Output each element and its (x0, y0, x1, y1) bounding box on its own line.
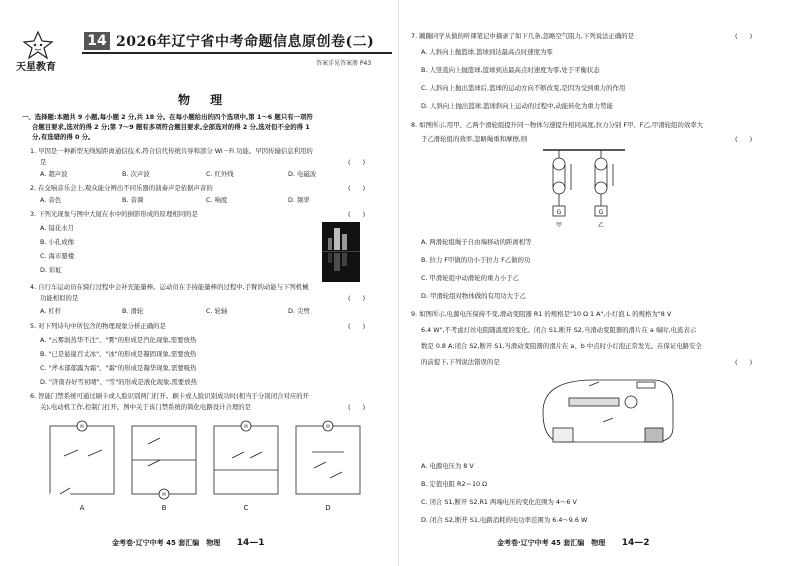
q1-option-c: C. 红外线 (206, 170, 234, 178)
footer-right (497, 538, 650, 548)
q1-stem: 1. 早因是一种新型无线短距离通信技术,符合信代传统共导和部分 Wi－Fi 功能。早因传输信息利用的 (30, 147, 313, 155)
q8-option-b: B. 拉力 F甲做的功小于拉力 F乙做的功 (421, 256, 531, 264)
q1-option-d: D. 电磁波 (288, 170, 317, 178)
q6-answer-blank[interactable]: ( ) (348, 403, 366, 411)
q5-option-c: C. "斧木郁郁露为霜"、"霜"的形成是凝华现象,需要吸热 (40, 364, 197, 372)
weight-g-jia: G (556, 209, 562, 216)
brand-name: 天星教育 (16, 62, 56, 73)
left-page (0, 0, 390, 566)
footer-left-text: 金考卷·辽宁中考 45 套汇编 物理 (112, 539, 221, 547)
label-yi: 乙 (597, 222, 605, 229)
q9-answer-blank[interactable]: ( ) (735, 358, 753, 366)
footer-left-page: 14—1 (236, 538, 265, 548)
q2-option-c: C. 响度 (206, 196, 228, 204)
q9-circuit-diagram (533, 372, 683, 450)
paper-number-badge: 14 (84, 32, 110, 50)
pulley-diagram (539, 148, 629, 230)
q4-stem: 4. 自行车运动员在骑行过程中会补充能量棒。运动员在手持能量棒的过程中,手臂的动能与下列机械 (30, 283, 309, 291)
q2-option-b: B. 音调 (122, 196, 144, 204)
q7-option-b: B. 人竖直向上抛篮球,篮球到达最高点时速度为零,处于平衡状态 (421, 66, 600, 74)
q7-option-a: A. 人斜向上抛篮球,篮球到达最高点时速度为零 (421, 48, 553, 56)
q6-circuit-options (44, 418, 374, 514)
section-instructions-2: 合题目要求,选对的得 2 分;第 7～9 题有多项符合题目要求,全部选对的得 2 分,选对但不全的得 1 (32, 123, 310, 131)
q3-option-c: C. 海市蜃楼 (40, 252, 75, 260)
q2-option-a: A. 音色 (40, 196, 62, 204)
q3-option-b: B. 小孔成像 (40, 238, 75, 246)
q3-option-a: A. 镜花水月 (40, 224, 74, 232)
section-instructions-1: 一、选择题:本题共 9 小题,每小题 2 分,共 18 分。在每小题给出的四个选项中,第 1～6 题只有一项符 (22, 113, 313, 121)
q2-answer-blank[interactable]: ( ) (348, 184, 366, 192)
q8-option-a: A. 两滑轮组绳子自由端移动的距离相等 (421, 238, 532, 246)
q7-stem: 7. 蹦蹦同学从做的听课笔记中摘录了如下几条,忽略空气阻力,下列说法正确的是 (411, 32, 635, 40)
q8-stem: 8. 如图所示,用甲、乙两个滑轮组提升同一物体匀速提升相同高度,拉力分别 F甲、F乙,甲滑轮组的效率大 (411, 121, 704, 129)
q9-option-d: D. 闭合 S2,断开 S1,电路消耗的电功率范围为 6.4～9.6 W (421, 516, 588, 524)
section-instructions-3: 分,有选错的得 0 分。 (32, 133, 95, 141)
q4-option-c: C. 轮轴 (206, 307, 228, 315)
q8-answer-blank[interactable]: ( ) (735, 135, 753, 143)
q7-answer-blank[interactable]: ( ) (735, 32, 753, 40)
q4-answer-blank[interactable]: ( ) (348, 294, 366, 302)
subject-title: 物 理 (178, 93, 231, 107)
header-rule (82, 52, 392, 54)
brand-logo (16, 30, 72, 73)
q9-stem-4: 的前提下,下列说法错误的是 (421, 358, 500, 366)
q9-option-c: C. 闭合 S1,断开 S2,R1 两端电压的变化范围为 4～6 V (421, 498, 577, 506)
q1-option-b: B. 次声波 (122, 170, 150, 178)
q2-option-d: D. 频率 (288, 196, 310, 204)
q6-stem: 6. 智能门禁系统可通过刷卡或人脸识别两门打开。刷卡或人脸识别成功时(相当于分别闭合对应的开 (30, 392, 310, 400)
q6-option-a: A (79, 504, 85, 512)
q3-option-d: D. 彩虹 (40, 266, 62, 274)
q1-option-a: A. 超声波 (40, 170, 68, 178)
weight-g-yi: G (598, 209, 604, 216)
q1-answer-blank[interactable]: ( ) (348, 158, 366, 166)
q7-option-c: C. 人斜向上抛出篮球后,篮球的运动方向不断改变,是因为受到重力的作用 (421, 84, 626, 92)
q5-stem: 5. 对下列诗句中所包含的物理现象分析正确的是 (30, 322, 166, 330)
q9-stem-3: 数是 0.8 A;闭合 S2,断开 S1,当滑动变阻器的滑片在 a、b 中点时小灯泡正常发光。在保证电路安全 (421, 342, 702, 350)
q4-stem-2: 功能相似的是 (40, 294, 79, 302)
q8-stem-2: 于乙滑轮组的效率,忽略绳重和摩擦,则 (421, 135, 528, 143)
q4-option-a: A. 杠杆 (40, 307, 62, 315)
motor-symbol-d: M (326, 424, 330, 429)
building-reflection-photo (322, 222, 360, 282)
q4-option-b: B. 滑轮 (122, 307, 144, 315)
motor-symbol-a: M (80, 424, 84, 429)
q6-option-b: B (161, 504, 167, 512)
q6-option-d: D (325, 504, 331, 512)
q5-option-a: A. "云雾润蒸华不注"、"雾"的形成是汽化现象,需要放热 (40, 336, 197, 344)
q4-option-d: D. 尖劈 (288, 307, 310, 315)
q5-answer-blank[interactable]: ( ) (348, 322, 366, 330)
page-fold (398, 0, 399, 566)
q3-stem: 3. 下列光现象与图中大厦在水中的倒影形成的原理相同的是 (30, 210, 198, 218)
q5-option-d: D. "济南春好雪初晴"、"雪"的形成是液化现象,需要放热 (40, 378, 197, 386)
footer-right-page: 14—2 (621, 538, 650, 548)
q9-stem-2: 6.4 W",不考虑灯丝电阻随温度的变化。闭合 S1,断开 S2,当滑动变阻器的滑片在 a 端时,电流表示 (421, 326, 697, 334)
q1-stem-2: 是 (40, 158, 47, 166)
q5-option-b: B. "已是悬崖百丈冰"、"冰"的形成是凝固现象,需要放热 (40, 350, 197, 358)
paper-header (16, 30, 386, 73)
motor-symbol-b: M (162, 492, 166, 497)
q9-option-a: A. 电源电压为 8 V (421, 462, 474, 470)
right-page (405, 0, 795, 566)
q9-stem-1: 9. 如图所示,电源电压保持不变,滑动变阻器 R1 的规格是"10 Ω 1 A",小灯泡 L 的规格为"8 V (411, 310, 672, 318)
q8-option-d: D. 甲滑轮组对物体做的有用功大于乙 (421, 292, 526, 300)
q8-option-c: C. 甲滑轮组中动滑轮的重力小于乙 (421, 274, 519, 282)
footer-right-text: 金考卷·辽宁中考 45 套汇编 物理 (497, 539, 606, 547)
label-jia: 甲 (555, 222, 563, 229)
q7-option-d: D. 人斜向上抛出篮球,篮球斜向上运动的过程中,动能转化为重力势能 (421, 102, 613, 110)
motor-symbol-c: M (244, 424, 248, 429)
answer-reference: 答案详见答案册 P43 (316, 60, 372, 67)
paper-title: 2026年辽宁省中考命题信息原创卷(二) (116, 34, 375, 50)
q3-answer-blank[interactable]: ( ) (348, 210, 366, 218)
q6-stem-2: 关),电动机工作,控制门打开。图中关于该门禁系统的简化电路设计合理的是 (40, 403, 252, 411)
footer-left (112, 538, 265, 548)
q2-stem: 2. 在交响音乐会上,观众能分辨出不同乐器的演奏声是依据声音的 (30, 184, 213, 192)
q9-option-b: B. 定值电阻 R2＝10 Ω (421, 480, 487, 488)
q6-option-c: C (243, 504, 249, 512)
